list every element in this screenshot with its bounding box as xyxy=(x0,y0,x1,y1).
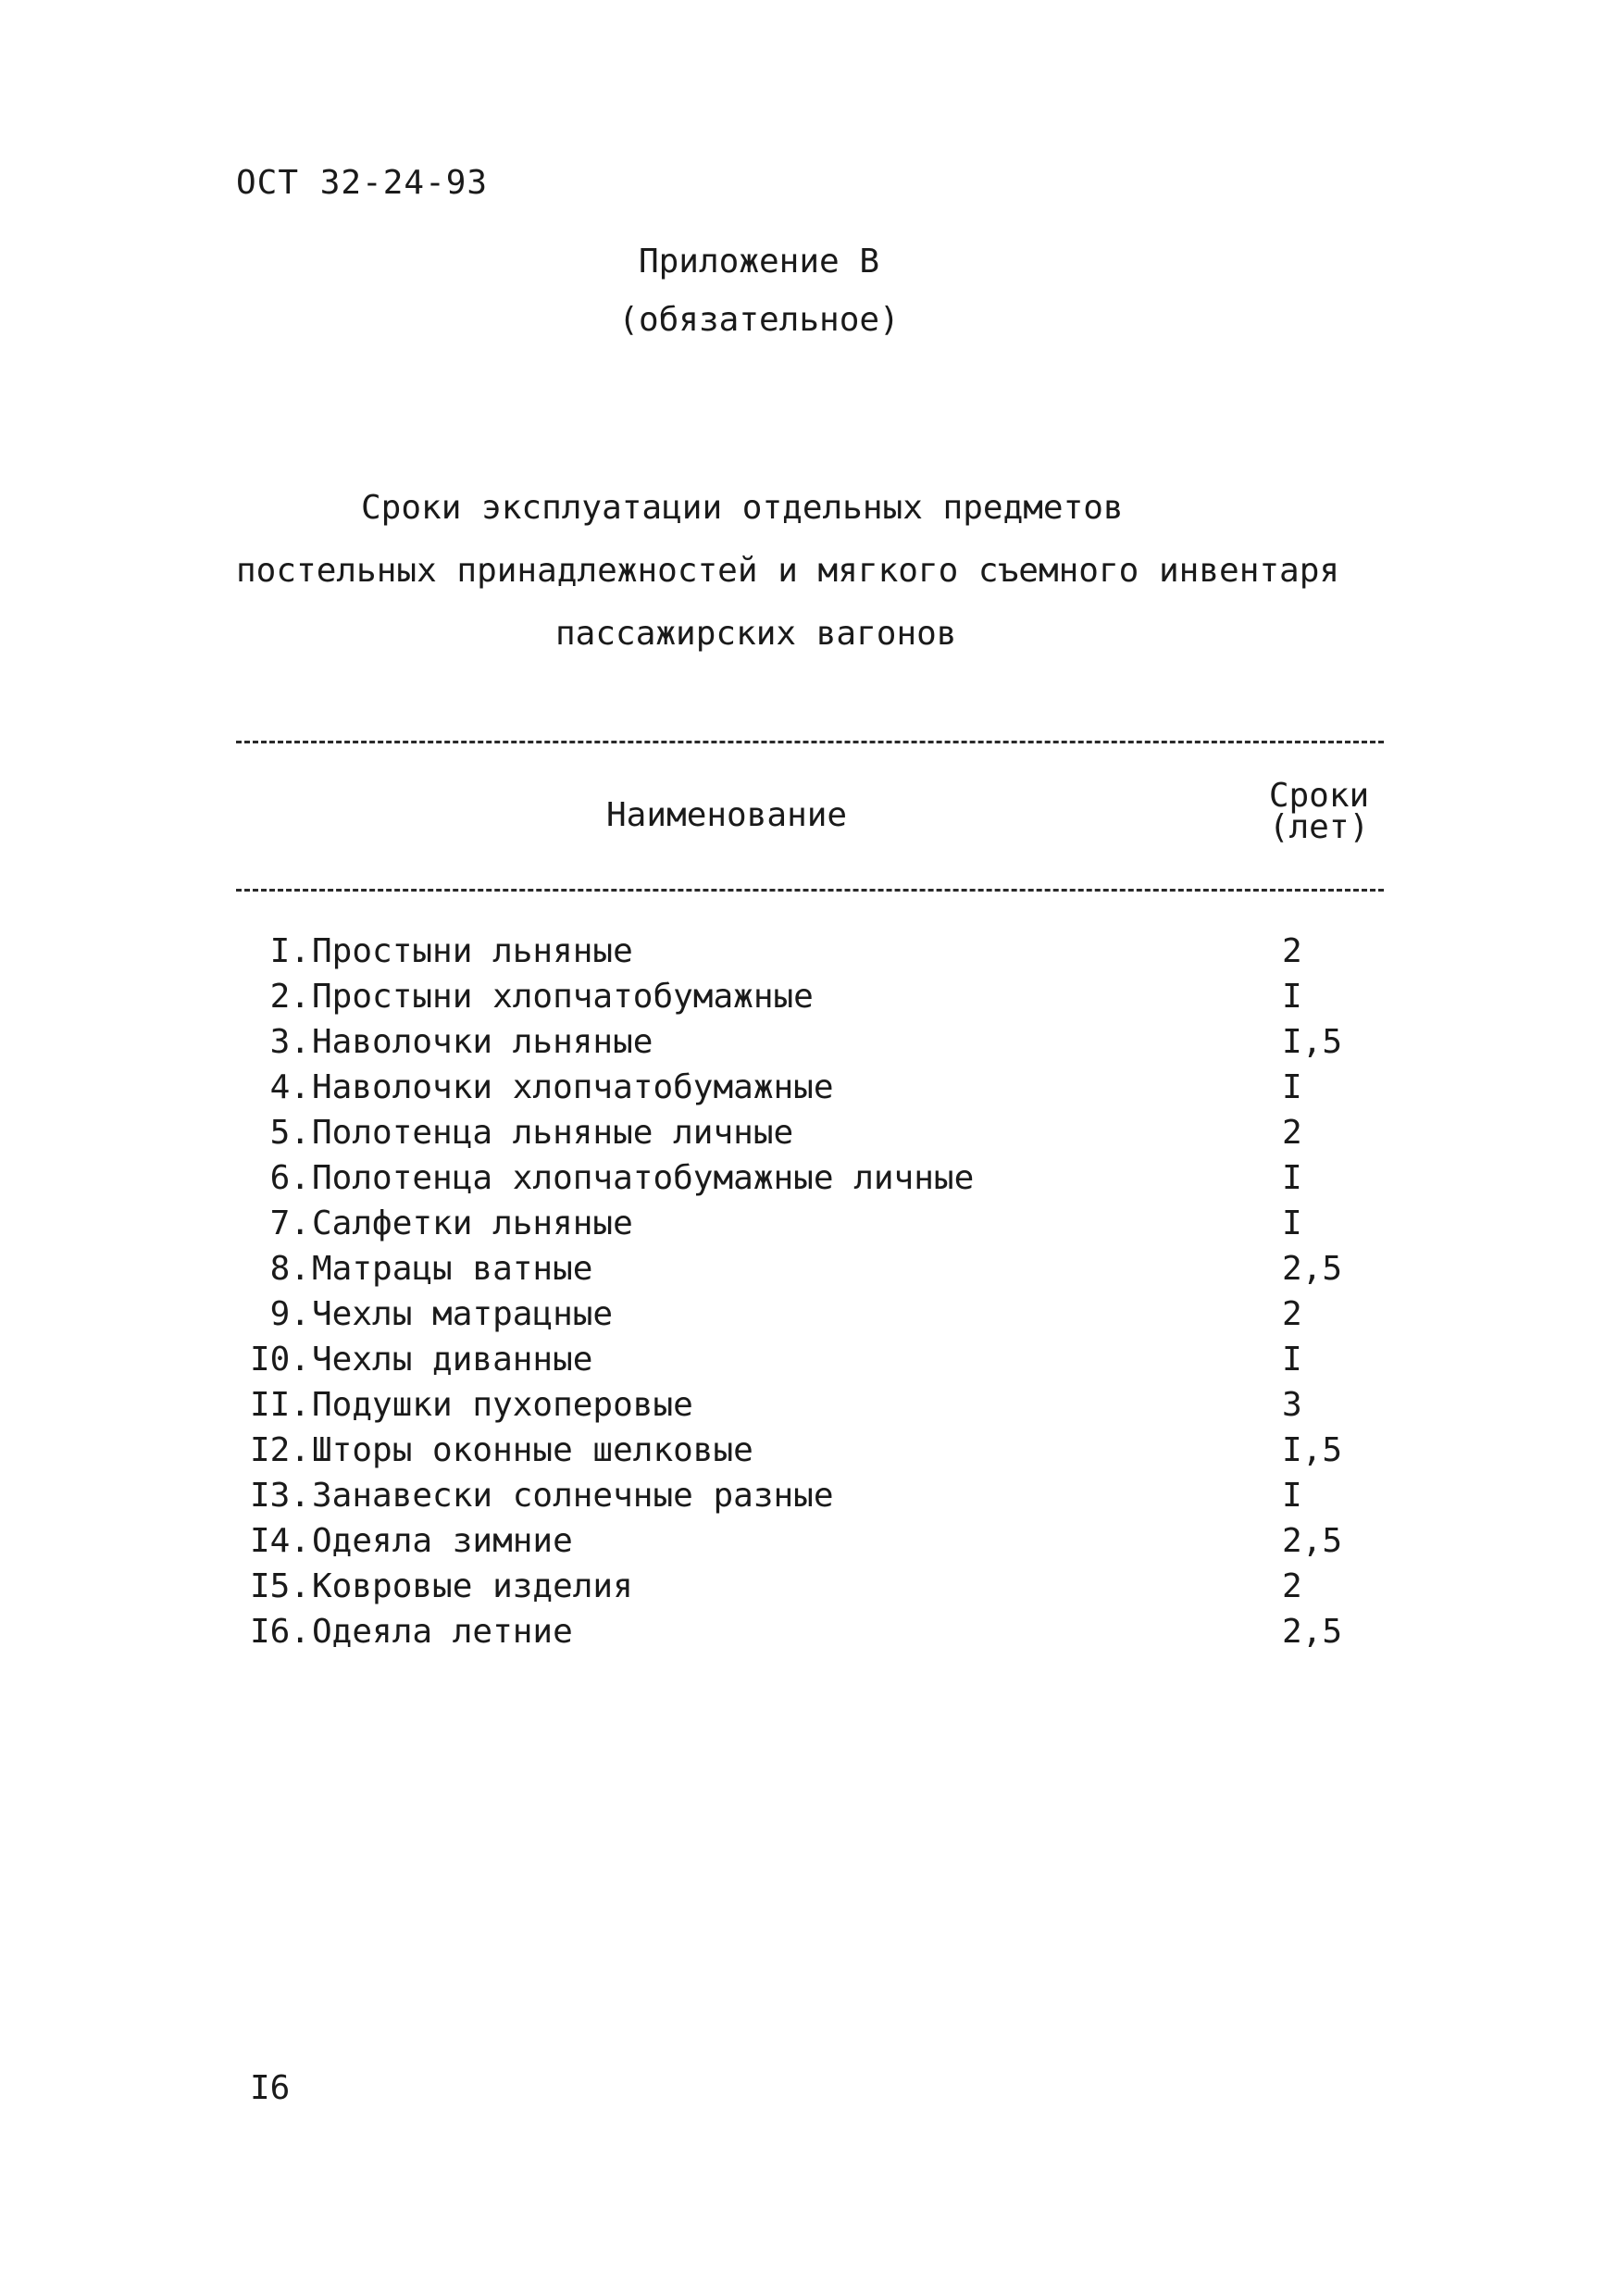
title-line-1: Сроки эксплуатации отдельных предметов xyxy=(361,489,1124,527)
table-row xyxy=(236,1065,1384,1110)
table-row xyxy=(236,1428,1384,1473)
row-name: Одеяла зимние xyxy=(312,1522,573,1560)
row-number: I3. xyxy=(249,1477,310,1515)
row-number: 7. xyxy=(269,1204,310,1242)
title-line-3: пассажирских вагонов xyxy=(555,615,957,653)
column-header-term-line1: Сроки xyxy=(1268,777,1370,815)
column-header-term-line2: (лет) xyxy=(1268,808,1370,846)
row-term: 2,5 xyxy=(1282,1250,1343,1288)
row-term: 2,5 xyxy=(1282,1613,1343,1651)
row-term: I xyxy=(1282,1159,1302,1197)
row-name: Салфетки льняные xyxy=(312,1204,633,1242)
row-term: I xyxy=(1282,1068,1302,1106)
row-term: I,5 xyxy=(1282,1023,1343,1061)
row-name: Полотенца льняные личные xyxy=(312,1114,794,1152)
row-name: Наволочки хлопчатобумажные xyxy=(312,1068,834,1106)
row-number: I5. xyxy=(249,1567,310,1605)
row-name: Одеяла летние xyxy=(312,1613,573,1651)
appendix-note: (обязательное) xyxy=(618,301,900,339)
table-row xyxy=(236,1609,1384,1654)
row-term: 2 xyxy=(1282,1567,1302,1605)
page-number: I6 xyxy=(250,2069,291,2107)
document-title xyxy=(236,477,1340,666)
table-top-rule xyxy=(236,741,1384,743)
row-name: Простыни хлопчатобумажные xyxy=(312,978,814,1016)
row-term: I xyxy=(1282,1204,1302,1242)
title-line-2: постельных принадлежностей и мягкого съемного инвентаря xyxy=(236,552,1340,590)
row-number: 4. xyxy=(269,1068,310,1106)
row-name: Чехлы матрацные xyxy=(312,1295,614,1333)
row-term: 2,5 xyxy=(1282,1522,1343,1560)
row-number: 8. xyxy=(269,1250,310,1288)
row-number: 6. xyxy=(269,1159,310,1197)
row-name: Подушки пухоперовые xyxy=(312,1386,693,1424)
table-row xyxy=(236,1564,1384,1609)
table-body xyxy=(236,929,1384,1654)
row-number: 2. xyxy=(269,978,310,1016)
row-number: I. xyxy=(269,932,310,970)
table-row xyxy=(236,974,1384,1019)
table-header-rule xyxy=(236,889,1384,892)
table-row xyxy=(236,1110,1384,1155)
row-number: I0. xyxy=(249,1341,310,1379)
table-row xyxy=(236,1382,1384,1428)
row-name: Чехлы диванные xyxy=(312,1341,593,1379)
table-row xyxy=(236,929,1384,974)
row-term: 2 xyxy=(1282,1295,1302,1333)
row-number: 3. xyxy=(269,1023,310,1061)
table-row xyxy=(236,1518,1384,1564)
appendix-title: Приложение В xyxy=(638,243,880,281)
row-term: 2 xyxy=(1282,932,1302,970)
row-number: II. xyxy=(249,1386,310,1424)
table-row xyxy=(236,1019,1384,1065)
row-term: I xyxy=(1282,978,1302,1016)
row-name: Шторы оконные шелковые xyxy=(312,1431,753,1469)
row-term: I,5 xyxy=(1282,1431,1343,1469)
row-name: Простыни льняные xyxy=(312,932,633,970)
row-name: Матрацы ватные xyxy=(312,1250,593,1288)
row-name: Занавески солнечные разные xyxy=(312,1477,834,1515)
table-row xyxy=(236,1337,1384,1382)
row-number: 9. xyxy=(269,1295,310,1333)
row-number: I6. xyxy=(249,1613,310,1651)
column-header-name: Наименование xyxy=(606,796,848,834)
document-code: ОСТ 32-24-93 xyxy=(236,164,489,202)
row-name: Наволочки льняные xyxy=(312,1023,653,1061)
table-row xyxy=(236,1246,1384,1292)
row-term: 3 xyxy=(1282,1386,1302,1424)
row-number: I4. xyxy=(249,1522,310,1560)
table-row xyxy=(236,1155,1384,1201)
table-row xyxy=(236,1292,1384,1337)
table-row xyxy=(236,1201,1384,1246)
row-name: Ковровые изделия xyxy=(312,1567,633,1605)
row-number: 5. xyxy=(269,1114,310,1152)
column-header-term xyxy=(1268,777,1370,846)
row-term: 2 xyxy=(1282,1114,1302,1152)
table-row xyxy=(236,1473,1384,1518)
row-number: I2. xyxy=(249,1431,310,1469)
row-term: I xyxy=(1282,1477,1302,1515)
row-term: I xyxy=(1282,1341,1302,1379)
row-name: Полотенца хлопчатобумажные личные xyxy=(312,1159,975,1197)
